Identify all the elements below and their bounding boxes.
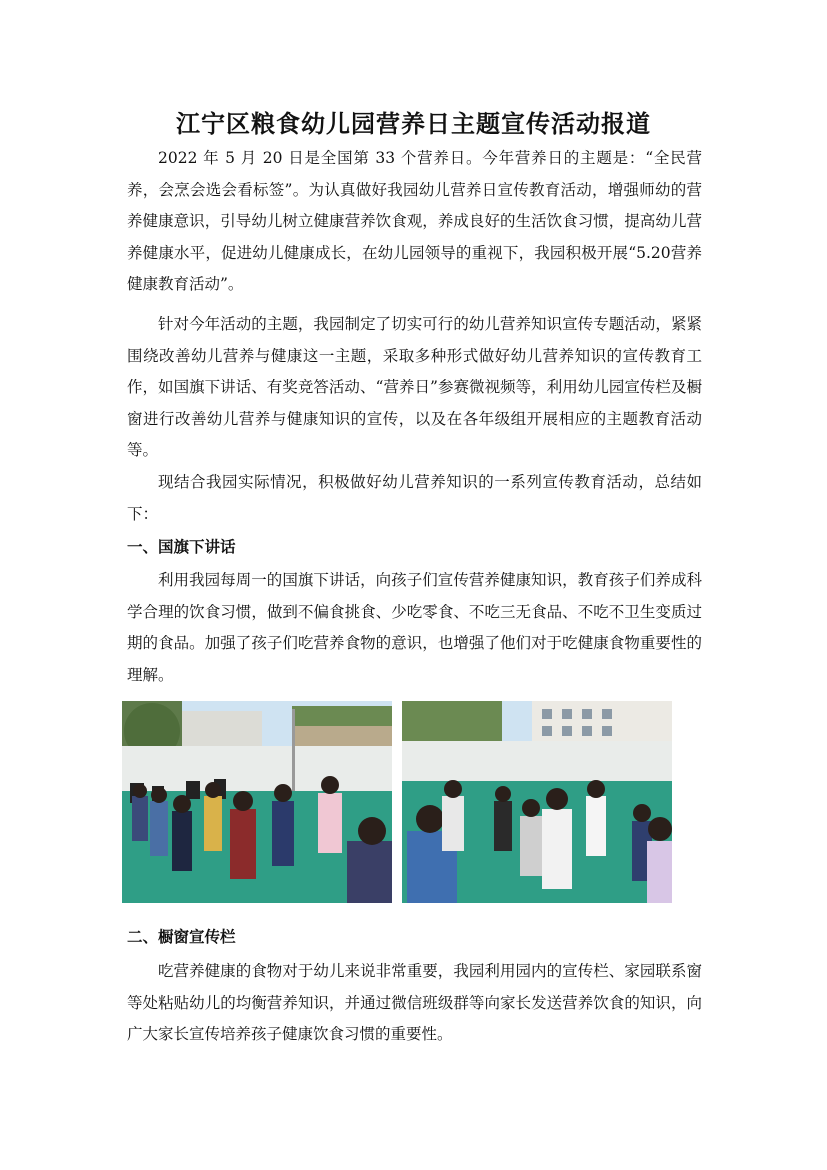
photo-flag-speech-right (402, 701, 672, 903)
document-title: 江宁区粮食幼儿园营养日主题宣传活动报道 (176, 109, 651, 138)
paragraph-flag-speech: 利用我园每周一的国旗下讲话，向孩子们宣传营养健康知识，教育孩子们养成科学合理的饮食习惯，做到不偏食挑食、少吃零食、不吃三无食品、不吃不卫生变质过期的食品。加强了孩子们吃营养食物的意识，也增强了他们对于吃健康食物重要性的理解。 (127, 571, 702, 684)
paragraph-window-board: 吃营养健康的食物对于幼儿来说非常重要，我园利用园内的宣传栏、家园联系窗等处粘贴幼儿的均衡营养知识，并通过微信班级群等向家长发送营养饮食的知识，向广大家长宣传培养孩子健康饮食习惯的重要性。 (127, 962, 702, 1043)
paragraph-summary: 现结合我园实际情况，积极做好幼儿营养知识的一系列宣传教育活动，总结如下： (127, 473, 702, 523)
paragraph-intro: 2022 年 5 月 20 日是全国第 33 个营养日。今年营养日的主题是：“全民营养，会烹会选会看标签”。为认真做好我园幼儿营养日宣传教育活动，增强师幼的营养健康意识，引导幼儿树立健康营养饮食观，养成良好的生活饮食习惯，提高幼儿营养健康水平，促进幼儿健康成长，在幼儿园领导的重视下，我园积极开展“5.20营养健康教育活动”。 (127, 149, 702, 293)
paragraph-activities: 针对今年活动的主题，我园制定了切实可行的幼儿营养知识宣传专题活动，紧紧围绕改善幼儿营养与健康这一主题，采取多种形式做好幼儿营养知识的宣传教育工作，如国旗下讲话、有奖竞答活动、“营养日”参赛微视频等，利用幼儿园宣传栏及橱窗进行改善幼儿营养与健康知识的宣传，以及在各年级组开展相应的主题教育活动等。 (127, 315, 702, 459)
section-heading-flag-speech: 一、国旗下讲话 (127, 537, 236, 556)
photo-flag-speech-left (122, 701, 392, 903)
section-heading-window-board: 二、橱窗宣传栏 (127, 927, 236, 946)
